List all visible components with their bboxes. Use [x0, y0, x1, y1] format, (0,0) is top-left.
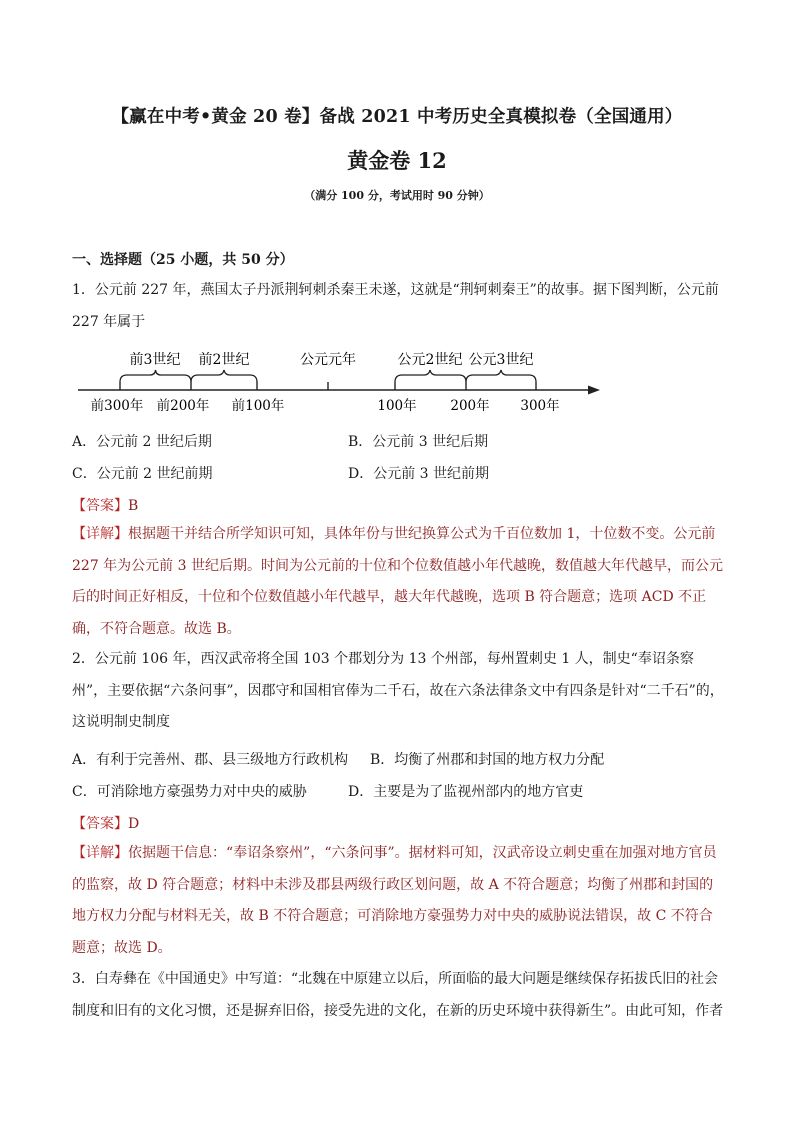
answer-value: D: [128, 816, 140, 832]
q3-stem: 3．白寿彝在《中国通史》中写道：“北魏在中原建立以后，所面临的最大问题是继续保存拓拔氏旧的社会制度和旧有的文化习惯，还是摒弃旧俗，接受先进的文化，在新的历史环境中获得新生”。由此可知，作者: [72, 971, 724, 1019]
brace-2nd-century-ad: [395, 370, 466, 382]
section-heading: 一、选择题（25 小题，共 50 分）: [72, 252, 294, 268]
q2-option-d: D．主要是为了监视州部内的地方官吏: [348, 784, 584, 800]
q2-stem: 2．公元前 106 年，西汉武帝将全国 103 个郡划分为 13 个州部，每州置刺史 1 人，制史“奉诏条察州”，主要依据“六条问事”，因郡守和国相官俸为二千石，故在六条法律条文中有四条是针对“二千石”的，这说明制史制度: [72, 651, 724, 730]
q1-option-b: B．公元前 3 世纪后期: [348, 434, 489, 450]
answer-tag: 【答案】: [72, 498, 128, 514]
label-3rd-century-ad: 公元3世纪: [468, 352, 534, 368]
detail-text: 依据题干信息：“奉诏条察州”，“六条问事”。据材料可知，汉武帝设立刺史重在加强对地方官员的监察，故 D 符合题意；材料中未涉及郡县两级行政区划问题，故 A 不符合题意；均衡了州郡和封国的地方权力分配与材料无关，故 B 不符合题意；可消除地方豪强势力对中央的威胁说法错误，故 C 不符合题意；故选 D。: [72, 845, 717, 956]
q2-option-b: B．均衡了州郡和封国的地方权力分配: [370, 752, 605, 768]
exam-note: （满分 100 分，考试用时 90 分钟）: [304, 189, 490, 202]
tick-label: 300年: [520, 398, 560, 414]
detail-tag: 【详解】: [72, 845, 128, 861]
q1-answer: [72, 495, 138, 515]
q2-option-a: A．有利于完善州、郡、县三级地方行政机构: [72, 752, 349, 768]
q2-explanation: [72, 838, 724, 964]
label-3rd-century-bc: 前3世纪: [129, 352, 181, 368]
q1-option-d: D．公元前 3 世纪前期: [348, 466, 490, 482]
brace-3rd-century-ad: [466, 370, 536, 382]
timeline-figure: [70, 346, 610, 416]
tick-label: 前100年: [231, 398, 285, 414]
brace-3rd-century-bc: [120, 370, 191, 382]
q1-option-a: A．公元前 2 世纪后期: [72, 434, 212, 450]
answer-value: B: [128, 498, 139, 514]
tick-label: 前200年: [156, 398, 210, 414]
paper-subtitle: 黄金卷 12: [347, 148, 447, 173]
timeline-arrow: [588, 386, 600, 395]
answer-tag: 【答案】: [72, 816, 128, 832]
q1-explanation: [72, 519, 724, 645]
label-2nd-century-bc: 前2世纪: [198, 352, 250, 368]
brace-2nd-century-bc: [191, 370, 257, 382]
q1-option-c: C．公元前 2 世纪前期: [72, 466, 213, 482]
detail-tag: 【详解】: [72, 526, 128, 542]
detail-text: 根据题干并结合所学知识可知，具体年份与世纪换算公式为千百位数加 1，十位数不变。公元前 227 年为公元前 3 世纪后期。时间为公元前的十位和个位数值越小年代越晚，数值越大年代越早，而公元后的时间正好相反，十位和个位数值越小年代越早，越大年代越晚，选项 B 符合题意；选项 ACD 不正确，不符合题意。故选 B。: [72, 526, 723, 637]
label-year-one: 公元元年: [300, 352, 356, 368]
tick-label: 100年: [377, 398, 417, 414]
tick-label: 前300年: [90, 398, 144, 414]
q1-stem: 1．公元前 227 年，燕国太子丹派荆轲刺杀秦王未遂，这就是“荆轲刺秦王”的故事。据下图判断，公元前 227 年属于: [72, 282, 719, 330]
exam-title: 【赢在中考•黄金 20 卷】备战 2021 中考历史全真模拟卷（全国通用）: [111, 107, 683, 127]
label-2nd-century-ad: 公元2世纪: [397, 352, 463, 368]
tick-label: 200年: [450, 398, 490, 414]
q2-option-c: C．可消除地方豪强势力对中央的威胁: [72, 784, 307, 800]
q2-answer: [72, 813, 139, 833]
